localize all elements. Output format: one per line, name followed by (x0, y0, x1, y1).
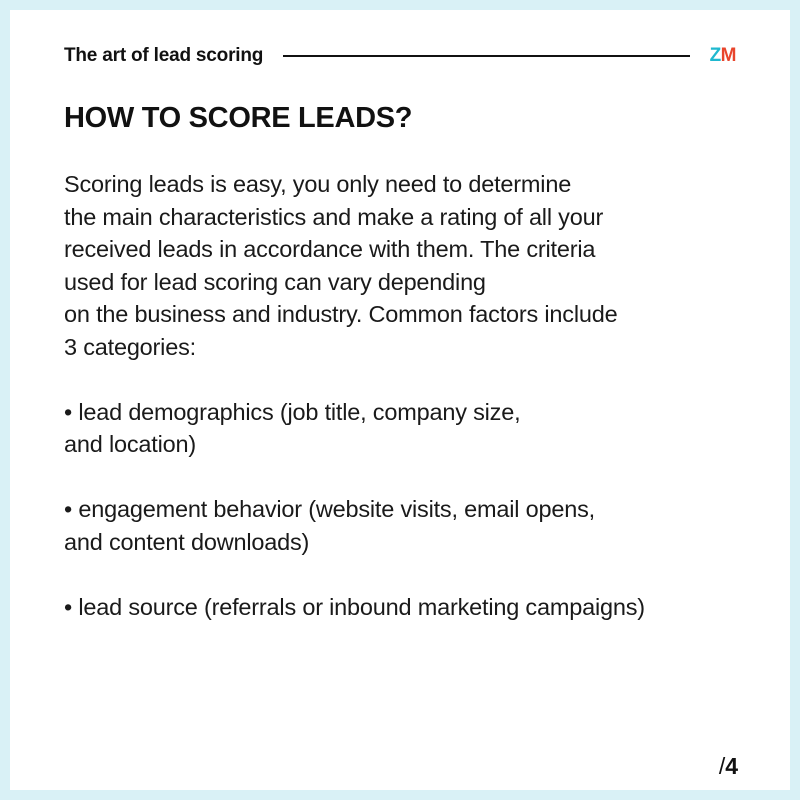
bullet-demographics-line-2: and location) (64, 431, 196, 457)
paragraph-gap (64, 558, 764, 591)
headline: HOW TO SCORE LEADS? (64, 102, 413, 134)
intro-line: 3 categories: (64, 333, 196, 360)
bullet-engagement-line-2: and content downloads) (64, 528, 310, 555)
intro-line: Scoring leads is easy, you only need to determine (64, 171, 572, 197)
bullet-engagement-line-1: • engagement behavior (website visits, email opens, (64, 496, 595, 522)
logo-letter-m: M (720, 45, 736, 66)
slide-header (64, 43, 736, 69)
page-number (719, 753, 738, 780)
brand-logo (710, 45, 736, 67)
series-title: The art of lead scoring (64, 45, 264, 66)
page-number-value: 4 (725, 753, 738, 779)
header-divider (283, 55, 689, 57)
bullet-demographics-line-1: • lead demographics (job title, company size, (64, 398, 521, 425)
bullet-lead-source: • lead source (referrals or inbound marketing campaigns) (64, 593, 645, 620)
intro-line: received leads in accordance with them. The criteria (64, 236, 596, 262)
intro-line: on the business and industry. Common factors include (64, 301, 618, 327)
body-text (64, 168, 764, 623)
page-slash: / (718, 753, 726, 779)
intro-line: the main characteristics and make a rating of all your (64, 203, 604, 230)
paragraph-gap (64, 363, 764, 396)
intro-line: used for lead scoring can vary depending (64, 268, 486, 295)
paragraph-gap (64, 461, 764, 494)
logo-letter-z: Z (709, 45, 721, 66)
